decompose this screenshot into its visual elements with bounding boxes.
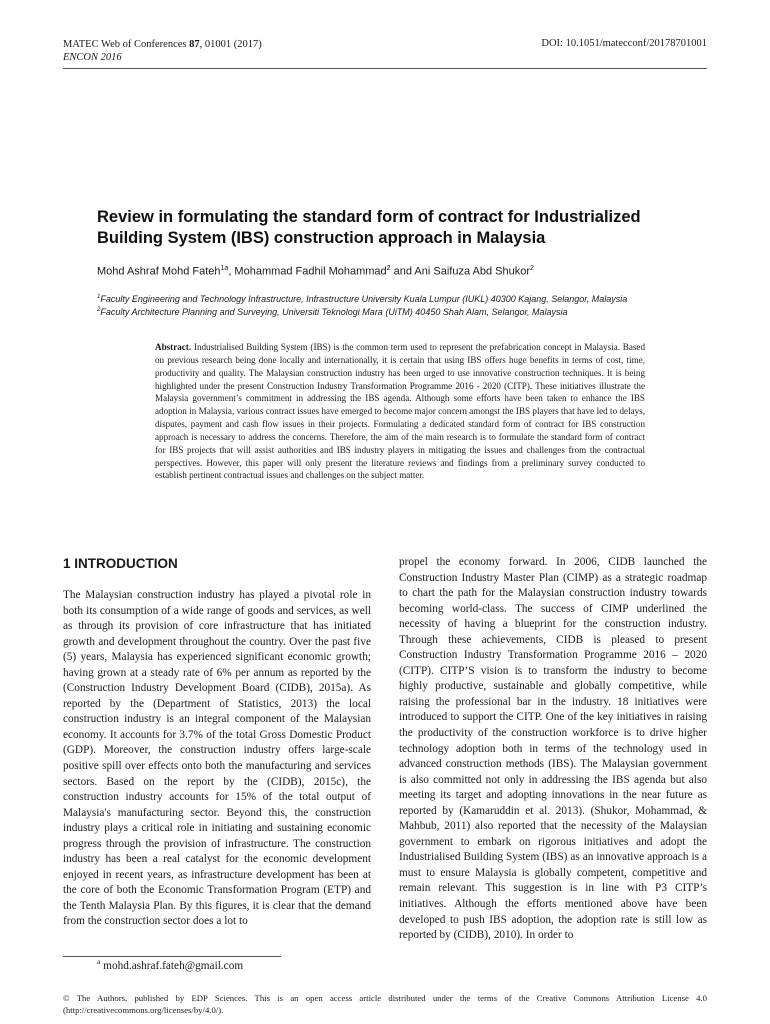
author-superscript: 1a — [220, 265, 229, 272]
affiliation-superscript: 2 — [97, 307, 101, 313]
footnote-email[interactable]: mohd.ashraf.fateh@gmail.com — [100, 959, 244, 972]
abstract-label: Abstract. — [155, 342, 192, 352]
abstract — [155, 341, 645, 482]
section-heading: 1 INTRODUCTION — [63, 556, 178, 571]
author-name: , Mohammad Fadhil Mohammad — [228, 265, 387, 278]
conference-name: MATEC Web of Conferences — [63, 39, 187, 50]
header-divider — [63, 68, 707, 69]
author-superscript: 2 — [530, 265, 534, 272]
affiliation — [97, 305, 717, 318]
author-superscript: 2 — [386, 265, 391, 272]
affiliation — [97, 292, 717, 305]
author-list — [97, 265, 697, 278]
author-name: Mohd Ashraf Mohd Fateh — [97, 265, 221, 278]
right-column — [399, 555, 707, 944]
running-header — [63, 38, 262, 64]
left-column — [63, 556, 371, 930]
article-number: , 01001 (2017) — [199, 39, 262, 50]
footnote — [97, 957, 243, 972]
affiliation-text: Faculty Architecture Planning and Surveying, Universiti Teknologi Mara (UiTM) 40450 Shah Alam, Selangor, Malaysia — [100, 307, 568, 317]
affiliation-superscript: 1 — [97, 294, 101, 300]
license-notice: © The Authors, published by EDP Sciences. This is an open access article distributed under the terms of the Creative Commons Attribution License 4.0 (http://creativecommons.org/licenses/by/4.0/). — [63, 993, 707, 1015]
doi-link[interactable]: DOI: 10.1051/matecconf/20178701001 — [541, 38, 707, 49]
body-paragraph: The Malaysian construction industry has played a pivotal role in both its consumption of a wide range of goods and services, as well as through its provision of core infrastructure that has initiated growth and development throughout the country. Over the past five (5) years, Malaysia has experienced significant economic growth; having grown at a steady rate of 6% per annum as reported by the (Construction Industry Development Board (CIDB), 2015a). As reported by the (Department of Statistics, 2013) the local construction industry is an integral component of the Malaysian economy. It accounts for 3.7% of the total Gross Domestic Product (GDP). Moreover, the construction industry offers large-scale positive spill over effects onto both the manufacturing and services sectors. Based on the report by the (CIDB), 2015c), the construction industry accounts for 15% of the total output of Malaysia's manufacturing sector. Beyond this, the construction industry plays a critical role in initiating and sustaining economic progress through the provision of infrastructure. The construction industry has been a real catalyst for the economic development enjoyed in recent years, as infrastructure development has been at the core of both the Economic Transformation Program (ETP) and the Tenth Malaysia Plan. By this figures, it is clear that the demand from the construction sector does a lot to — [63, 589, 371, 928]
affiliation-text: Faculty Engineering and Technology Infrastructure, Infrastructure University Kuala Lumpur (IUKL) 40300 Kajang, Selangor, Malaysia — [100, 294, 628, 304]
conference-series: ENCON 2016 — [63, 52, 122, 63]
paper-title: Review in formulating the standard form of contract for Industrialized Building System (IBS) construction approach in Malaysia — [97, 208, 641, 247]
affiliation-list — [97, 292, 717, 318]
conference-line — [63, 38, 262, 51]
volume-number: 87 — [189, 39, 200, 50]
body-paragraph: propel the economy forward. In 2006, CIDB launched the Construction Industry Master Plan (CIMP) as a strategic roadmap to chart the path for the Malaysian construction industry towards becoming world-class. The success of CIMP underlined the necessity of having a blueprint for the construction industry. Through these achievements, CIDB is pleased to present Construction Industry Transformation Programme 2016 – 2020 (CITP). CITP’S vision is to transform the industry to become highly productive, sustainable and globally competitive, while raising the professional bar in the industry. 18 initiatives were introduced to support the CITP. One of the key initiatives in raising the productivity of the construction workforce is to drive higher technology adoption both in terms of the technology used in advanced construction methods (IBS). The Malaysian government is also committed not only in addressing the IBS agenda but also meeting its target and adopting innovations in the near future as reported by (Kamaruddin et al. 2013). (Shukor, Mohammad, & Mahbub, 2011) also reported that the necessity of the Malaysian government to embark on rigorous initiatives and adopt the Industrialised Building System (IBS) as an innovative approach is a must to ensure Malaysia is globally competent, competitive and remain relevant. This suggestion is in line with P3 CITP’s initiatives. Although the efforts mentioned above have been developed to push IBS adoption, the adoption rate is still low as reported by (CIDB), 2010). In order to — [399, 556, 707, 942]
abstract-text: Industrialised Building System (IBS) is the common term used to represent the prefabrication concept in Malaysia. Based on previous research being done locally and internationally, it is certain that using IBS offers huge benefits in terms of cost, time, productivity and quality. The Malaysian construction industry has been urged to use innovative construction techniques. It is being highlighted under the present Construction Industry Transformation Programme 2016 - 2020 (CITP). These initiatives illustrate the Malaysia government’s commitment in addressing the IBS agenda. Although some efforts have been taken to enhance the IBS adoption in Malaysia, various contract issues have emerged to become major concern amongst the IBS players that have led to delays, disputes, payment and cash flow issues in their projects. Formulating a dedicated standard form of contract for IBS construction approach is necessary to address the concerns. Therefore, the aim of the main research is to formulate the standard form of contract for IBS projects that will assist authorities and IBS industry players in mitigating the issues and challenges from the contractual perspectives. However, this paper will only present the literature reviews and findings from a preliminary survey conducted to establish pertinent contractual issues and challenges on the subject matter. — [155, 342, 645, 481]
footnote-marker: a — [97, 957, 101, 966]
author-name: and Ani Saifuza Abd Shukor — [390, 265, 530, 278]
